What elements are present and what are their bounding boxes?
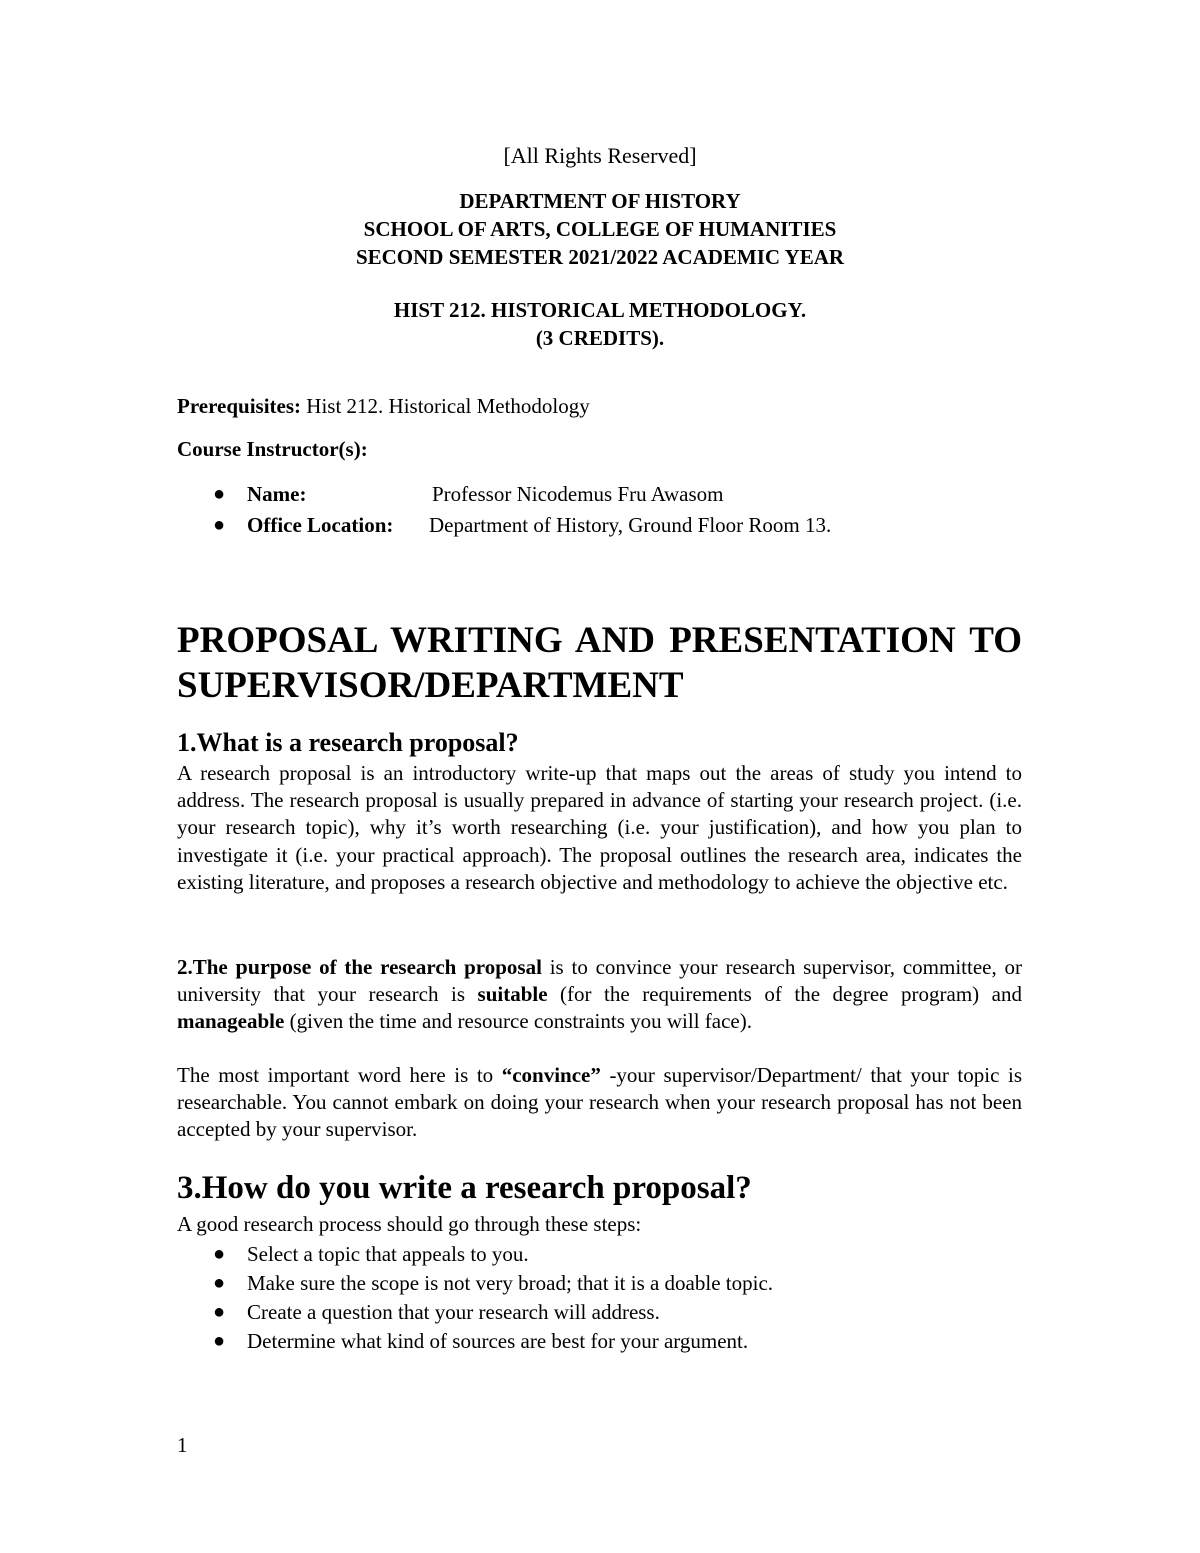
- instructor-list: [177, 479, 1022, 541]
- section2b-text-a: The most important word here is to: [177, 1063, 502, 1087]
- course-header: [0, 296, 1200, 352]
- page-number: 1: [177, 1433, 188, 1457]
- steps-list: [177, 1240, 1022, 1356]
- section1-text: A research proposal is an introductory write-up that maps out the areas of study you intend to address. The research proposal is usually prepared in advance of starting your research project. (i.e. your research topic), why it’s worth researching (i.e. your justification), and how you plan to investigate it (i.e. your practical approach). The proposal outlines the research area, indicates the existing literature, and proposes a research objective and methodology to achieve the objective etc.: [177, 761, 1022, 894]
- name-value: Professor Nicodemus Fru Awasom: [432, 482, 724, 506]
- step-text: Determine what kind of sources are best for your argument.: [247, 1329, 749, 1353]
- prerequisites-label: Prerequisites:: [177, 394, 302, 418]
- instructor-name-item: [177, 479, 1022, 510]
- section2-lead-rest: of the research proposal: [311, 955, 542, 979]
- section3-heading: 3.How do you write a research proposal?: [177, 1170, 752, 1206]
- section1-heading: 1.What is a research proposal?: [177, 728, 519, 757]
- department-line: DEPARTMENT OF HISTORY: [459, 189, 741, 213]
- office-label: Office Location:: [247, 513, 394, 537]
- bullet-icon: ●: [213, 1330, 226, 1352]
- list-item: [177, 1240, 1022, 1269]
- department-header: [0, 187, 1200, 271]
- purpose-word: purpose: [235, 954, 312, 979]
- main-title: [177, 618, 1022, 708]
- instructor-heading: Course Instructor(s):: [177, 437, 368, 461]
- section2-lead: 2.The: [177, 955, 236, 979]
- main-title-line2: SUPERVISOR/DEPARTMENT: [177, 665, 684, 706]
- prerequisites-value: Hist 212. Historical Methodology: [301, 394, 590, 418]
- bullet-icon: ●: [213, 1272, 226, 1294]
- section2b-text: [177, 1062, 1022, 1144]
- list-item: [177, 1298, 1022, 1327]
- step-text: Make sure the scope is not very broad; that it is a doable topic.: [247, 1271, 774, 1295]
- list-item: [177, 1327, 1022, 1356]
- bullet-icon: ●: [213, 514, 226, 536]
- prerequisites: [177, 394, 1022, 419]
- manageable-word: manageable: [177, 1009, 285, 1034]
- course-title: HIST 212. HISTORICAL METHODOLOGY.: [393, 298, 807, 322]
- rights-notice: [All Rights Reserved]: [503, 143, 697, 168]
- section2-text-c: (given the time and resource constraints you will face).: [284, 1009, 752, 1034]
- bullet-icon: ●: [213, 1301, 226, 1323]
- suitable-word: suitable: [477, 982, 548, 1007]
- section2-text-b: (for the requirements of the degree program) and: [547, 982, 1022, 1007]
- bullet-icon: ●: [213, 1243, 226, 1265]
- convince-word: “convince”: [501, 1063, 601, 1087]
- bullet-icon: ●: [213, 483, 226, 505]
- instructor-office-item: [177, 510, 1022, 541]
- office-value: Department of History, Ground Floor Room 13.: [429, 513, 832, 537]
- school-line: SCHOOL OF ARTS, COLLEGE OF HUMANITIES: [363, 217, 837, 241]
- section2-text-a: is to convince your research supervisor, committee, or university that your research is: [177, 955, 1022, 1007]
- course-credits: (3 CREDITS).: [535, 326, 665, 350]
- list-item: [177, 1269, 1022, 1298]
- step-text: Select a topic that appeals to you.: [247, 1242, 529, 1266]
- section2-text: [177, 953, 1022, 1036]
- step-text: Create a question that your research will address.: [247, 1300, 660, 1324]
- name-label: Name:: [247, 482, 307, 506]
- section2b-text-b: -your supervisor/Department/ that your topic is researchable. You cannot embark on doing your research when your research proposal has not been accepted by your supervisor.: [177, 1063, 1022, 1142]
- steps-intro: A good research process should go through these steps:: [177, 1212, 642, 1236]
- main-title-line1: PROPOSAL WRITING AND PRESENTATION TO: [177, 620, 1022, 661]
- semester-line: SECOND SEMESTER 2021/2022 ACADEMIC YEAR: [355, 245, 845, 269]
